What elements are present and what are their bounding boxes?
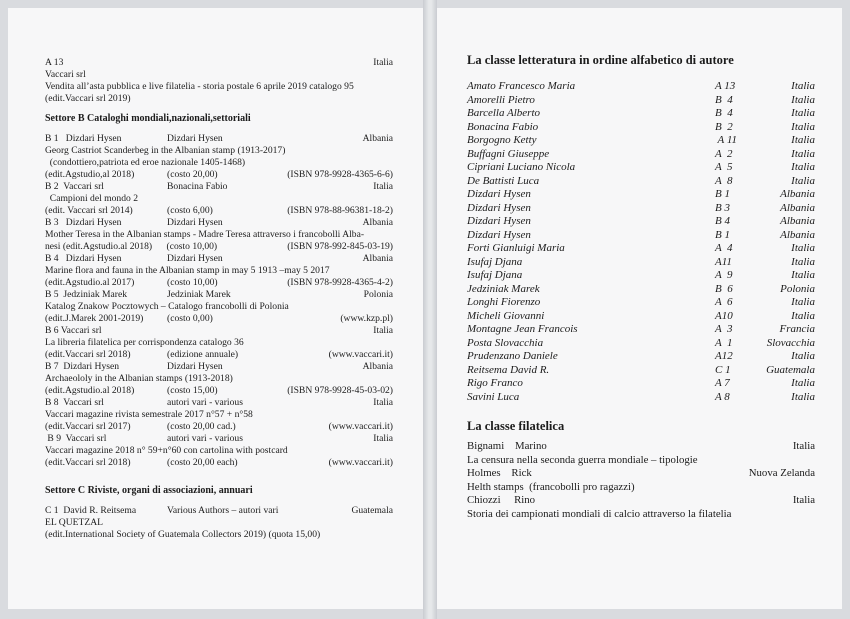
line-right: (www.kzp.pl) [340,313,393,324]
author-name: Barcella Alberto [467,107,541,119]
filatelica-line [467,440,817,454]
filatelica-text: Holmes Rick [467,467,532,479]
author-row [467,134,817,148]
line-right: (ISBN 978-9928-4365-4-2) [287,277,393,288]
author-code: A 8 [715,390,730,403]
filatelica-line [467,508,817,522]
filatelica-list [467,440,817,521]
line-text: Katalog Znakow Pocztowych – Catalogo francobolli di Polonia [45,301,289,312]
author-code: A 13 [715,80,736,92]
catalog-line [45,229,393,241]
author-row [467,202,817,216]
catalog-line [45,217,393,229]
line-text: (edit. Vaccari srl 2014) [45,205,133,216]
line-text: Vaccari srl [45,69,86,80]
line-middle: autori vari - various [167,397,243,408]
author-code: A 11 [715,134,738,146]
author-row [467,188,817,202]
author-country: Italia [791,107,815,119]
author-row [467,283,817,297]
filatelica-text: La censura nella seconda guerra mondiale – tipologie [467,453,698,466]
section-heading [45,485,393,497]
line-middle: Jedziniak Marek [167,289,231,300]
author-name: Dizdari Hysen [467,201,531,214]
line-right: Guatemala [351,505,393,516]
author-country: Italia [791,296,815,308]
author-code: A 9 [715,269,733,281]
author-name: De Battisti Luca [467,174,540,187]
author-name: Isufaj Djana [467,255,523,268]
author-code: B 4 [715,215,730,227]
line-text: A 13 [45,57,64,68]
line-right: (ISBN 978-9928-4365-6-6) [287,169,393,180]
catalog-line [45,265,393,277]
author-name: Reitsema David R. [467,363,550,376]
author-country: Francia [779,323,815,335]
section-heading-text: Settore C Riviste, organi di associazioni, annuari [45,485,253,496]
spacer [45,469,393,485]
catalog-line [45,373,393,385]
catalog-line [45,157,393,169]
line-text: (edit.Vaccari srl 2019) [45,93,131,104]
author-country: Italia [791,147,815,160]
author-name: Forti Gianluigi Maria [467,242,565,254]
catalog-line [45,361,393,373]
author-row [467,310,817,324]
author-name: Cipriani Luciano Nicola [467,161,576,173]
line-text: Marine flora and fauna in the Albanian stamp in may 5 1913 –may 5 2017 [45,265,330,276]
line-text: (edit.Agstudio.al 2018) [45,385,135,396]
filatelica-country: Italia [792,440,815,452]
line-middle: Bonacina Fabio [167,181,228,192]
author-country: Italia [791,134,815,146]
line-middle: (costo 15,00) [167,385,218,396]
author-code: A 2 [715,147,733,160]
author-country: Italia [791,377,815,389]
author-code: A 4 [715,242,733,254]
filatelica-line [467,467,817,481]
line-right: Italia [373,325,393,336]
author-code: A 7 [715,377,730,389]
author-row [467,391,817,405]
line-text: La libreria filatelica per corrispondenza catalogo 36 [45,337,244,348]
line-right: Italia [373,397,393,408]
author-code: A 8 [715,174,733,187]
line-text: (edit.Agstudio.al 2017) [45,277,135,288]
author-name: Amato Francesco Maria [467,80,576,92]
spacer [45,125,393,133]
line-text: Vaccari magazine rivista semestrale 2017 n°57 + n°58 [45,409,253,420]
line-text: B 3 Dizdari Hysen [45,217,122,228]
author-country: Italia [791,350,815,362]
line-middle: Dizdari Hysen [167,217,223,228]
author-code: A10 [715,309,733,322]
line-right: Albania [362,133,393,144]
line-right: (www.vaccari.it) [328,421,393,432]
line-text: (edit.Agstudio,al 2018) [45,169,135,180]
catalog-line [45,421,393,433]
catalog-line [45,517,393,529]
left-page [8,8,423,609]
author-name: Dizdari Hysen [467,215,531,227]
filatelica-text: Bignami Marino [467,440,547,452]
catalog-line [45,325,393,337]
line-text: B 6 Vaccari srl [45,325,102,336]
author-code: B 1 [715,188,730,200]
line-right: Albania [362,217,393,228]
author-code: B 2 [715,120,733,133]
line-right: (www.vaccari.it) [328,457,393,468]
filatelica-country: Nuova Zelanda [748,467,815,479]
author-country: Italia [791,174,815,187]
author-row [467,229,817,243]
line-text: Campioni del mondo 2 [45,193,139,204]
author-name: Posta Slovacchia [467,336,544,349]
author-country: Italia [791,120,815,133]
line-text: B 1 Dizdari Hysen [45,133,122,144]
line-right: Italia [373,433,393,444]
catalog-line [45,457,393,469]
author-code: A 5 [715,161,733,173]
line-right: Polonia [363,289,393,300]
author-name: Savini Luca [467,390,520,403]
filatelica-text: Chiozzi Rino [467,494,536,506]
filatelica-line [467,481,817,495]
author-row [467,323,817,337]
line-middle: (edizione annuale) [167,349,239,360]
catalog-line [45,529,393,541]
catalog-line [45,193,393,205]
author-name: Prudenzano Daniele [467,350,558,362]
author-country: Italia [791,269,815,281]
author-name: Micheli Giovanni [467,309,545,322]
catalog-line [45,133,393,145]
line-right: Albania [362,361,393,372]
section-heading [45,113,393,125]
line-middle: (costo 20,00 each) [167,457,238,468]
author-row [467,175,817,189]
author-name: Longhi Fiorenzo [467,296,541,308]
line-right: Italia [373,181,393,192]
filatelica-text: Helth stamps (francobolli pro ragazzi) [467,480,635,493]
author-code: A 3 [715,323,733,335]
catalog-line [45,409,393,421]
line-text: B 5 Jedziniak Marek [45,289,128,300]
author-country: Slovacchia [766,336,815,349]
author-code: B 3 [715,201,730,214]
author-country: Italia [791,242,815,254]
author-code: A 1 [715,336,733,349]
author-country: Italia [791,390,815,403]
catalog-line [45,337,393,349]
line-text: B 4 Dizdari Hysen [45,253,122,264]
author-row [467,337,817,351]
catalog-line [45,241,393,253]
line-right: Albania [362,253,393,264]
author-code: B 4 [715,107,733,119]
author-code: B 6 [715,282,733,295]
author-name: Jedziniak Marek [467,282,540,295]
line-text: EL QUETZAL [45,517,103,528]
author-name: Rigo Franco [467,377,523,389]
author-country: Albania [780,201,815,214]
line-middle: Various Authors – autori vari [167,505,279,516]
line-text: (edit.Vaccari srl 2017) [45,421,131,432]
catalog-line [45,69,393,81]
line-middle: Dizdari Hysen [167,253,223,264]
author-name: Amorelli Pietro [467,93,535,106]
line-text: (edit.J.Marek 2001-2019) [45,313,144,324]
line-text: (edit.Vaccari srl 2018) [45,349,131,360]
catalog-line [45,349,393,361]
line-middle: Dizdari Hysen [167,361,223,372]
author-name: Buffagni Giuseppe [467,147,550,160]
spacer [45,105,393,113]
line-middle: (costo 6,00) [167,205,213,216]
catalog-line [45,57,393,69]
author-row [467,269,817,283]
filatelica-title: La classe filatelica [467,419,565,433]
author-row [467,107,817,121]
author-name: Isufaj Djana [467,269,523,281]
line-right: (ISBN 978-88-96381-18-2) [287,205,393,216]
catalog-line [45,397,393,409]
author-row [467,121,817,135]
author-name: Bonacina Fabio [467,120,539,133]
catalog-entries [45,57,393,541]
catalog-line [45,445,393,457]
author-name: Montagne Jean Francois [467,323,578,335]
line-text: Vaccari magazine 2018 n° 59+n°60 con cartolina with postcard [45,445,288,456]
filatelica-country: Italia [792,494,815,506]
line-text: Archaeololy in the Albanian stamps (1913-2018) [45,373,233,384]
filatelica-line [467,454,817,468]
author-country: Albania [780,228,815,241]
line-text: B 8 Vaccari srl [45,397,104,408]
author-code: B 4 [715,93,733,106]
author-row [467,215,817,229]
line-text: Mother Teresa in the Albanian stamps - Madre Teresa attraverso i francobolli Alba- [45,229,365,240]
line-text: (edit.International Society of Guatemala Collectors 2019) (quota 15,00) [45,529,321,540]
line-middle: (costo 0,00) [167,313,213,324]
author-country: Guatemala [766,363,815,376]
line-text: B 9 Vaccari srl [45,433,107,444]
author-list [467,80,817,404]
catalog-line [45,81,393,93]
author-name: Borgogno Ketty [467,134,537,146]
author-country: Italia [791,255,815,268]
catalog-line [45,205,393,217]
author-row [467,161,817,175]
author-row [467,296,817,310]
author-code: C 1 [715,363,731,376]
author-code: A 6 [715,296,733,308]
author-row [467,80,817,94]
filatelica-text: Storia dei campionati mondiali di calcio attraverso la filatelia [467,507,732,520]
author-country: Italia [791,93,815,106]
catalog-line [45,169,393,181]
author-country: Italia [791,309,815,322]
author-row [467,364,817,378]
catalog-line [45,385,393,397]
book-gutter [423,0,437,619]
author-index-title: La classe letteratura in ordine alfabetico di autore [467,53,734,67]
catalog-line [45,253,393,265]
author-country: Italia [791,80,815,92]
author-country: Albania [780,188,815,200]
line-text: (edit.Vaccari srl 2018) [45,457,131,468]
author-row [467,377,817,391]
catalog-line [45,433,393,445]
line-text: B 7 Dizdari Hysen [45,361,120,372]
author-name: Dizdari Hysen [467,188,531,200]
catalog-line [45,289,393,301]
line-text: Vendita all’asta pubblica e live filatelia - storia postale 6 aprile 2019 catalogo 95 [45,81,354,92]
line-text: nesi (edit.Agstudio.al 2018) (costo 10,00) [45,241,218,252]
filatelica-line [467,494,817,508]
catalog-line [45,145,393,157]
author-name: Dizdari Hysen [467,228,531,241]
author-index [467,52,817,521]
line-right: (ISBN 978-992-845-03-19) [287,241,393,252]
catalog-line [45,505,393,517]
author-code: A12 [715,350,733,362]
line-right: Italia [373,57,393,68]
line-right: (www.vaccari.it) [328,349,393,360]
line-text: B 2 Vaccari srl [45,181,104,192]
author-country: Polonia [780,282,815,295]
author-row [467,350,817,364]
line-text: C 1 David R. Reitsema [45,505,137,516]
line-middle: (costo 20,00) [167,169,218,180]
author-row [467,242,817,256]
line-middle: autori vari - various [167,433,243,444]
line-middle: Dizdari Hysen [167,133,223,144]
author-country: Albania [780,215,815,227]
right-page [437,8,842,609]
author-row [467,148,817,162]
catalog-line [45,181,393,193]
catalog-line [45,301,393,313]
catalog-line [45,93,393,105]
author-country: Italia [791,161,815,173]
author-row [467,256,817,270]
line-middle: (costo 20,00 cad.) [167,421,236,432]
author-code: A11 [715,255,732,268]
author-row [467,94,817,108]
catalog-line [45,313,393,325]
spacer [45,497,393,505]
line-right: (ISBN 978-9928-45-03-02) [287,385,393,396]
catalog-line [45,277,393,289]
section-heading-text: Settore B Cataloghi mondiali,nazionali,settoriali [45,113,251,124]
line-middle: (costo 10,00) [167,277,218,288]
line-text: (condottiero,patriota ed eroe nazionale 1405-1468) [45,157,246,168]
line-text: Georg Castriot Scanderbeg in the Albanian stamp (1913-2017) [45,145,286,156]
author-code: B 1 [715,228,730,241]
